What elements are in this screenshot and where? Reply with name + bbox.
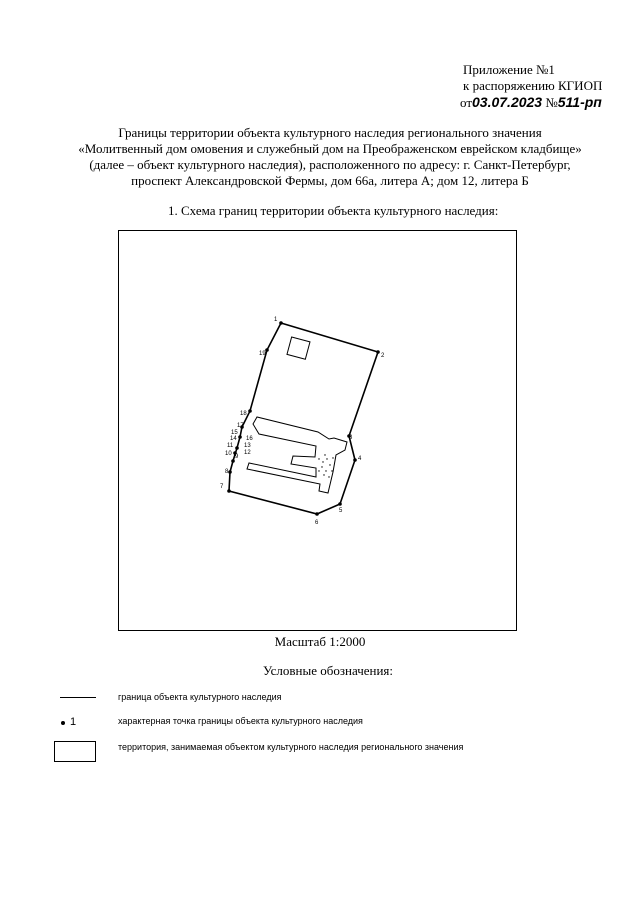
point-label-10: 10 (225, 451, 232, 457)
point-label-2: 2 (381, 353, 385, 359)
boundary-map (118, 230, 517, 631)
point-label-8: 8 (225, 469, 229, 475)
appendix-block (460, 62, 603, 111)
appendix-line1: Приложение №1 (463, 62, 555, 77)
section-heading: 1. Схема границ территории объекта культурного наследия: (168, 203, 499, 218)
title-line2: «Молитвенный дом омовения и служебный дом на Преображенском еврейском кладбище» (78, 141, 582, 156)
point-label-9: 9 (235, 454, 239, 460)
legend-point-number: 1 (70, 716, 77, 728)
title-line3: (далее – объект культурного наследия), расположенного по адресу: г. Санкт-Петербург, (89, 157, 571, 172)
point-label-3: 3 (349, 435, 353, 441)
legend-label-boundary: граница объекта культурного наследия (118, 692, 282, 702)
date-prefix: от (460, 95, 473, 110)
point-label-14: 14 (230, 436, 237, 442)
legend-label-point: характерная точка границы объекта культурного наследия (118, 716, 363, 726)
title-line4: проспект Александровской Фермы, дом 66а, литера А; дом 12, литера Б (131, 173, 529, 188)
point-label-5: 5 (339, 508, 343, 514)
appendix-date-line (460, 94, 602, 111)
point-label-4: 4 (358, 456, 362, 462)
document-title (40, 125, 620, 189)
point-label-16: 16 (246, 436, 253, 442)
building-service-house (287, 337, 310, 359)
rect-icon (54, 741, 96, 762)
point-label-15: 15 (231, 430, 238, 436)
handwritten-date: 03.07.2023 (472, 94, 543, 110)
number-prefix: № (545, 95, 558, 110)
line-icon (60, 697, 96, 698)
legend-label-territory: территория, занимаемая объектом культурного наследия регионального значения (118, 742, 464, 752)
boundary-points (227, 321, 380, 516)
title-line1: Границы территории объекта культурного наследия регионального значения (118, 125, 542, 140)
appendix-line2: к распоряжению КГИОП (463, 78, 603, 93)
point-label-1: 1 (274, 317, 278, 323)
boundary-scheme (119, 231, 518, 632)
point-label-11: 11 (227, 443, 234, 449)
building-prayer-house (247, 417, 347, 493)
scale-label: Масштаб 1:2000 (274, 634, 366, 649)
point-icon (61, 721, 65, 725)
point-label-17: 17 (237, 423, 244, 429)
point-label-6: 6 (315, 520, 319, 526)
legend-title: Условные обозначения: (262, 663, 394, 678)
handwritten-number: 511-рп (557, 94, 602, 110)
point-label-12: 12 (244, 450, 251, 456)
boundary-polygon (229, 323, 378, 514)
building-hatch (318, 454, 333, 477)
point-label-7: 7 (220, 484, 224, 490)
point-label-18: 18 (240, 411, 247, 417)
point-label-13: 13 (244, 443, 251, 449)
point-label-19: 19 (259, 351, 266, 357)
